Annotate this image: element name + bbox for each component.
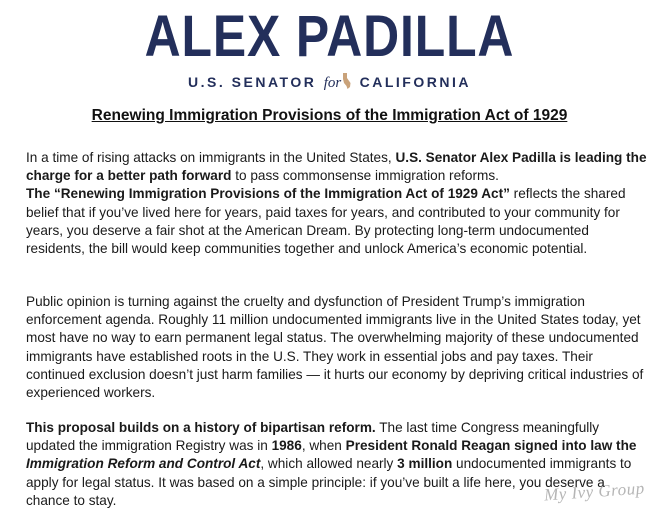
subtitle-senator: U.S. SENATOR <box>188 74 317 90</box>
p3-bold-count: 3 million <box>397 456 453 472</box>
letterhead-subtitle <box>0 74 659 92</box>
watermark: My Ivy Group <box>543 478 646 505</box>
paragraph-public-opinion: Public opinion is turning against the cruelty and dysfunction of President Trump’s immigration enforcement agenda. Roughly 11 million undocumented immigrants live in the United States today, yet most have no way to earn permanent legal status. The overwhelming majority of these undocumented immigrants have established roots in the U.S. They work in essential jobs and pay taxes. Their continued exclusion doesn’t just harm families — it hurts our economy by depriving critical industries of experienced workers. <box>26 294 644 401</box>
p3-text-4: undocumented immigrants to apply for legal status. It was based on a simple principle: if you’ve built a life here, you deserve a chance to stay. <box>26 456 632 508</box>
p1-text-2: to pass commonsense immigration reforms. <box>231 168 499 184</box>
p3-act-title: Immigration Reform and Control Act <box>26 456 261 472</box>
p1-text-3: reflects the shared belief that if you’ve lived here for years, paid taxes for years, and contributed to your community for years, you deserve a fair shot at the American Dream. By protecting long-term undocumented residents, the bill would keep communities together and unlock America’s economic potential. <box>26 186 626 257</box>
california-state-icon <box>342 73 351 89</box>
p3-bold-reagan: President Ronald Reagan signed into law the <box>345 438 637 454</box>
paragraph-intro <box>26 149 648 258</box>
p3-bold-year: 1986 <box>271 438 302 454</box>
subtitle-for: for <box>323 75 342 91</box>
p3-text-1: The last time Congress meaningfully updated the immigration Registry was in <box>26 420 600 454</box>
p3-bold-lead: This proposal builds on a history of bipartisan reform. <box>26 420 376 435</box>
p3-bold-italic-act <box>26 456 260 471</box>
p1-bold-senator: U.S. Senator Alex Padilla is leading the charge for a better path forward <box>26 150 647 184</box>
p1-text-1: In a time of rising attacks on immigrants in the United States, <box>26 150 396 165</box>
letterhead <box>0 6 659 92</box>
p1-bold-act-name: The “Renewing Immigration Provisions of the Immigration Act of 1929 Act” <box>26 186 510 202</box>
subtitle-state: CALIFORNIA <box>359 74 471 90</box>
p3-text-3: , which allowed nearly <box>260 456 398 472</box>
p3-text-2: , when <box>301 438 346 454</box>
senator-name-logo: ALEX PADILLA <box>144 4 515 69</box>
document-title: Renewing Immigration Provisions of the Immigration Act of 1929 <box>91 107 568 124</box>
